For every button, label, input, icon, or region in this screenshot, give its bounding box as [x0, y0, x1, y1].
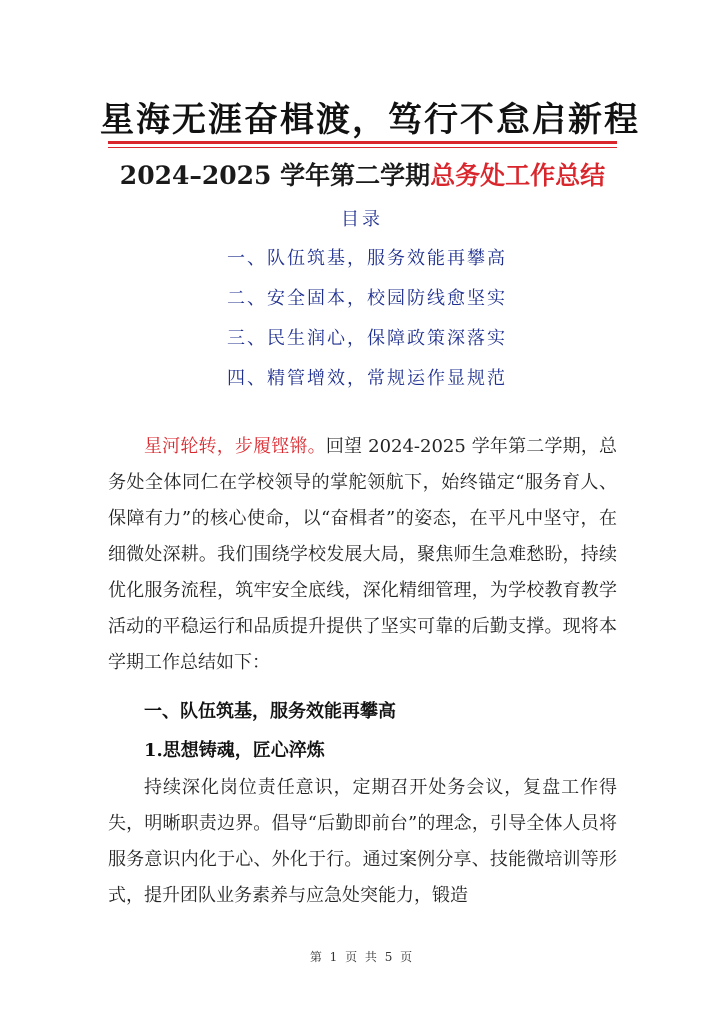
toc-item[interactable]: 四、精管增效，常规运作显规范 [227, 368, 507, 389]
intro-lead: 星河轮转，步履铿锵。 [144, 436, 326, 457]
subsection-heading: 1.思想铸魂，匠心淬炼 [144, 740, 325, 761]
section-heading: 一、队伍筑基，服务效能再攀高 [144, 701, 396, 722]
subtitle-office: 总务处工作总结 [430, 161, 606, 190]
page-footer: 第 1 页 共 5 页 [309, 950, 415, 964]
section-paragraph [108, 770, 617, 914]
toc-item[interactable]: 一、队伍筑基，服务效能再攀高 [227, 248, 507, 269]
toc-item[interactable]: 三、民生润心，保障政策深落实 [227, 328, 507, 349]
main-title: 星海无涯奋楫渡，笃行不怠启新程 [100, 100, 640, 140]
subtitle [108, 156, 617, 192]
title-rule-thick [108, 141, 617, 144]
toc-item[interactable]: 二、安全固本，校园防线愈坚实 [227, 288, 507, 309]
section-paragraph-text: 持续深化岗位责任意识，定期召开处务会议，复盘工作得失，明晰职责边界。倡导“后勤即前台”的理念，引导全体人员将服务意识内化于心、外化于行。通过案例分享、技能微培训等形式，提升团队业务素养与应急处突能力，锻造 [108, 777, 617, 906]
table-of-contents [227, 244, 507, 404]
title-rule-thin [108, 147, 617, 148]
intro-paragraph [108, 429, 617, 681]
toc-title: 目录 [341, 209, 383, 230]
intro-text: 回望 2024-2025 学年第二学期，总务处全体同仁在学校领导的掌舵领航下，始终锚定“服务育人、保障有力”的核心使命，以“奋楫者”的姿态，在平凡中坚守，在细微处深耕。我们围绕学校发展大局，聚焦师生急难愁盼，持续优化服务流程，筑牢安全底线，深化精细管理，为学校教育教学活动的平稳运行和品质提升提供了坚实可靠的后勤支撑。现将本学期工作总结如下： [108, 436, 617, 673]
subtitle-term: 2024–2025 学年第二学期 [119, 161, 431, 190]
